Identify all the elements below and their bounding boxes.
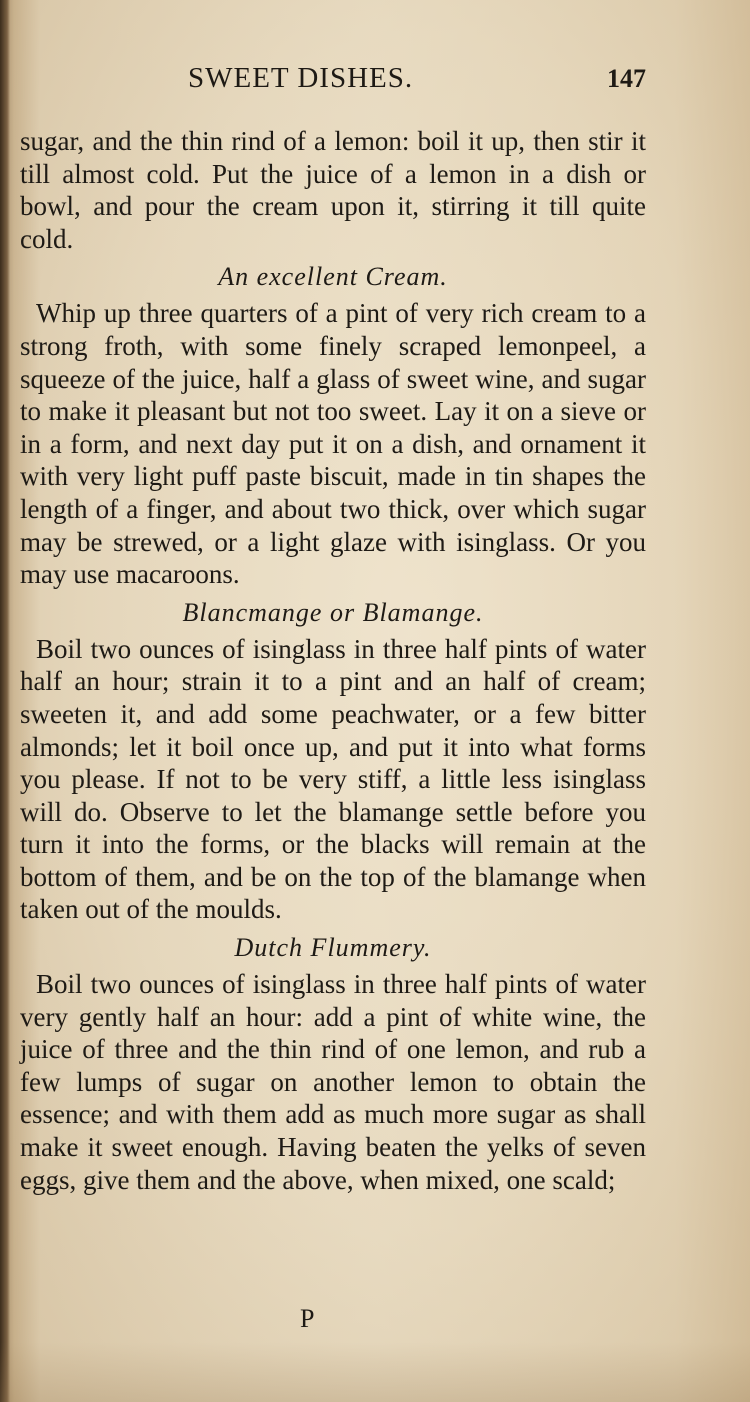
page-text — [20, 125, 646, 1196]
signature-mark: P — [300, 1304, 315, 1333]
page-bottom-shading — [0, 1342, 750, 1402]
running-title: SWEET DISHES. — [188, 62, 414, 94]
book-spine-shadow — [0, 0, 10, 1402]
recipe-paragraph: Boil two ounces of isinglass in three half pints of water very gently half an hour: add a pint of white wine, the juice of three and the thin rind of one lemon, and rub a few lumps of sugar on another lemon to obtain the essence; and with them add as much more sugar as shall make it sweet enough. Having beaten the yelks of seven eggs, give them and the above, when mixed, one scald; — [20, 969, 646, 1195]
recipe-title: An excellent Cream. — [218, 262, 448, 292]
recipe-title: Dutch Flummery. — [234, 933, 432, 963]
continuation-paragraph: sugar, and the thin rind of a lemon: boil it up, then stir it till almost cold. Put the juice of a lemon in a dish or bowl, and pour the cream upon it, stirring it till quite cold. — [20, 126, 646, 254]
recipe-paragraph: Boil two ounces of isinglass in three half pints of water half an hour; strain it to a pint and an half of cream; sweeten it, and add some peachwater, or a few bitter almonds; let it boil once up, and put it into what forms you please. If not to be very stiff, a little less isinglass will do. Observe to let the blamange settle before you turn it into the forms, or the blacks will remain at the bottom of them, and be on the top of the blamange when taken out of the moulds. — [20, 633, 646, 925]
page-header — [0, 62, 750, 110]
recipe-paragraph: Whip up three quarters of a pint of very rich cream to a strong froth, with some finely scraped lemonpeel, a squeeze of the juice, half a glass of sweet wine, and sugar to make it pleasant but not too sweet. Lay it on a sieve or in a form, and next day put it on a dish, and ornament it with very light puff paste biscuit, made in tin shapes the length of a finger, and about two thick, over which sugar may be strewed, or a light glaze with isinglass. Or you may use macaroons. — [20, 298, 646, 590]
page-number: 147 — [607, 64, 646, 93]
recipe-title: Blancmange or Blamange. — [182, 597, 484, 627]
